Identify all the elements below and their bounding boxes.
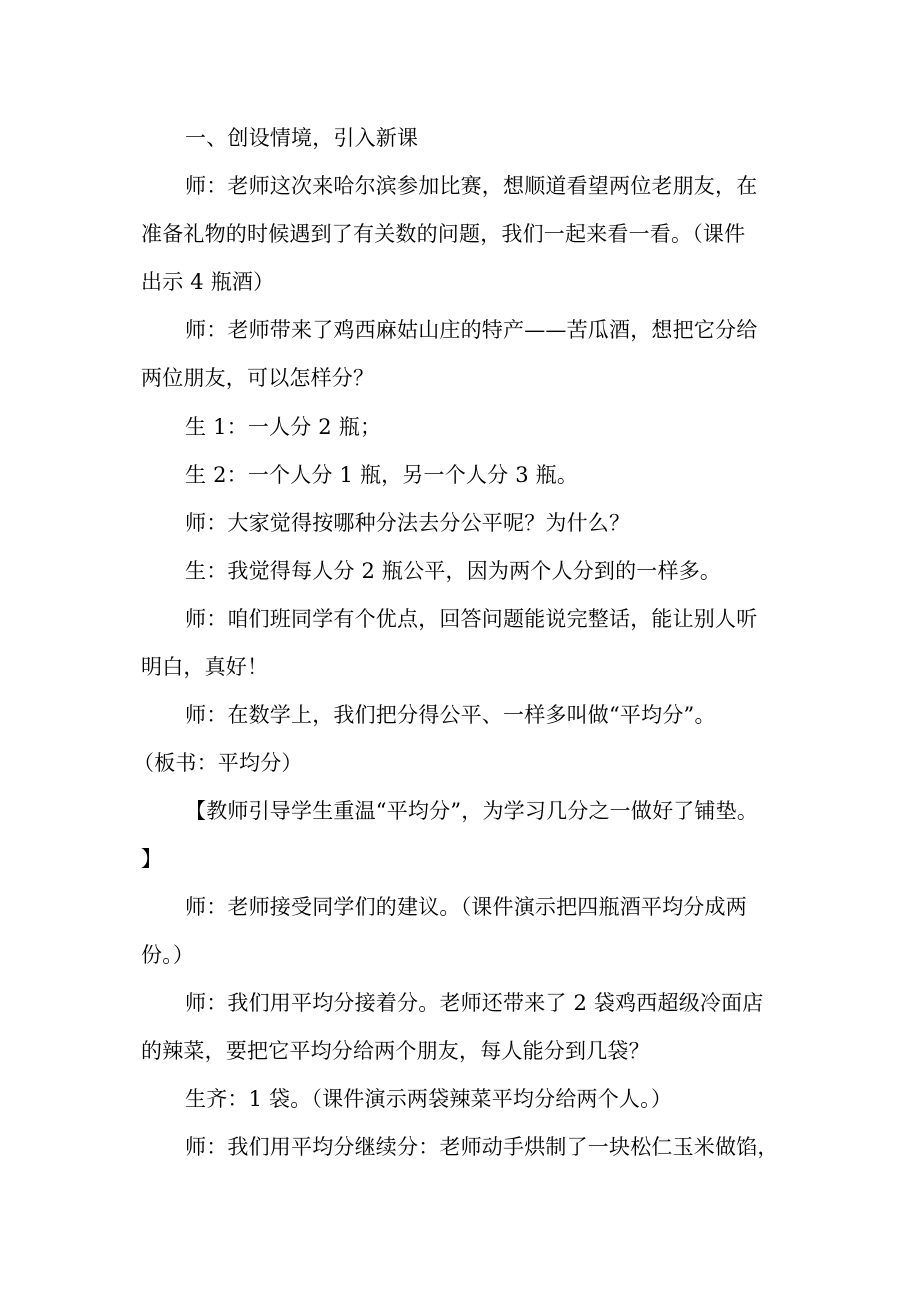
paragraph-line: 生 1：一人分 2 瓶； [185, 415, 382, 439]
paragraph-line: 生齐：1 袋。（课件演示两袋辣菜平均分给两个人。） [185, 1087, 673, 1111]
paragraph-line: 师：我们用平均分继续分：老师动手烘制了一块松仁玉米做馅， [185, 1135, 779, 1159]
paragraph-line: 准备礼物的时候遇到了有关数的问题，我们一起来看一看。（课件 [141, 222, 746, 246]
annotation-line: 【教师引导学生重温“平均分”，为学习几分之一做好了铺垫。 [185, 799, 759, 823]
paragraph-line: 出示 4 瓶酒） [141, 270, 275, 294]
paragraph-line: 师：老师带来了鸡西麻姑山庄的特产——苦瓜酒，想把它分给 [185, 318, 758, 342]
paragraph-line: 明白，真好！ [141, 655, 269, 679]
paragraph-line: 份。） [141, 943, 195, 967]
section-heading: 一、创设情境，引入新课 [185, 126, 419, 150]
paragraph-line: 师：老师这次来哈尔滨参加比赛，想顺道看望两位老朋友，在 [185, 174, 758, 198]
paragraph-line: 师：咱们班同学有个优点，回答问题能说完整话，能让别人听 [185, 607, 758, 631]
paragraph-line: 两位朋友，可以怎样分？ [141, 366, 375, 390]
paragraph-line: 师：我们用平均分接着分。老师还带来了 2 袋鸡西超级冷面店 [185, 991, 764, 1015]
paragraph-line: 生 2：一个人分 1 瓶，另一个人分 3 瓶。 [185, 463, 579, 487]
paragraph-line: 生：我觉得每人分 2 瓶公平，因为两个人分到的一样多。 [185, 559, 722, 583]
annotation-line: 】 [141, 847, 163, 871]
paragraph-line: 师：大家觉得按哪种分法去分公平呢？为什么？ [185, 511, 631, 535]
paragraph-line: （板书：平均分） [133, 751, 303, 775]
paragraph-line: 师：老师接受同学们的建议。（课件演示把四瓶酒平均分成两 [185, 895, 747, 919]
paragraph-line: 师：在数学上，我们把分得公平、一样多叫做“平均分”。 [185, 703, 716, 727]
paragraph-line: 的辣菜，要把它平均分给两个朋友，每人能分到几袋？ [141, 1039, 650, 1063]
